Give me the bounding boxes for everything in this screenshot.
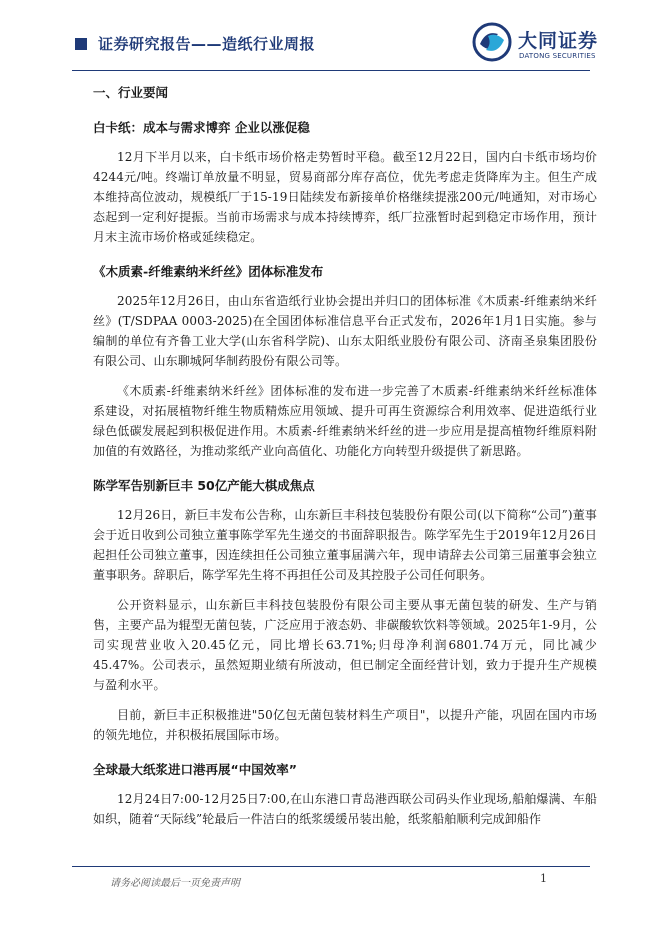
paragraph: 公开资料显示，山东新巨丰科技包装股份有限公司主要从事无菌包装的研发、生产与销售，主要产品为辊型无菌包装，广泛应用于液态奶、非碳酸软饮料等领域。2025年1-9月，公司实现营业收入20.45亿元，同比增长63.71%;归母净利润6801.74万元，同比减少45.47%。公司表示，虽然短期业绩有所波动，但已制定全面经营计划，致力于提升生产规模与盈利水平。 <box>93 598 597 692</box>
paragraph: 12月26日，新巨丰发布公告称，山东新巨丰科技包装股份有限公司(以下简称“公司”)董事会于近日收到公司独立董事陈学军先生递交的书面辞职报告。陈学军先生于2019年12月26日起担任公司独立董事，因连续担任公司独立董事届满六年，现申请辞去公司第三届董事会独立董事职务。辞职后，陈学军先生将不再担任公司及其控股子公司任何职务。 <box>93 508 597 582</box>
header-divider <box>72 70 590 71</box>
company-logo <box>472 22 622 66</box>
footer-divider <box>72 866 590 867</box>
logo-english-name: DATONG SECURITIES <box>519 52 596 60</box>
datong-logo-icon <box>472 22 512 62</box>
header-square-icon <box>75 38 87 50</box>
page-header <box>0 0 662 72</box>
logo-chinese-name: 大同证券 <box>518 30 599 52</box>
report-title: 证券研究报告——造纸行业周报 <box>98 35 316 53</box>
paragraph: 2025年12月26日，由山东省造纸行业协会提出并归口的团体标准《木质素-纤维素纳米纤丝》(T/SDPAA 0003-2025)在全国团体标准信息平台正式发布，2026年1月1日实施。参与编制的单位有齐鲁工业大学(山东省科学院)、山东太阳纸业股份有限公司、济南圣泉集团股份有限公司、山东聊城阿华制药股份有限公司等。 <box>93 294 597 368</box>
news-title: 《木质素-纤维素纳米纤丝》团体标准发布 <box>93 264 324 279</box>
news-title: 陈学军告别新巨丰 50亿产能大棋成焦点 <box>93 478 315 493</box>
paragraph: 《木质素-纤维素纳米纤丝》团体标准的发布进一步完善了木质素-纤维素纳米纤丝标准体系建设，对拓展植物纤维生物质精炼应用领域、提升可再生资源综合利用效率、促进造纸行业绿色低碳发展起到积极促进作用。木质素-纤维素纳米纤丝的进一步应用是提高植物纤维原料附加值的有效路径，为推动浆纸产业向高值化、功能化方向转型升级提供了新思路。 <box>93 384 597 458</box>
report-body <box>93 84 597 839</box>
disclaimer-note: 请务必阅读最后一页免责声明 <box>110 878 240 889</box>
paragraph: 12月下半月以来，白卡纸市场价格走势暂时平稳。截至12月22日，国内白卡纸市场均价4244元/吨。终端订单放量不明显，贸易商部分库存高位，优先考虑走货降库为主。但生产成本维持高位波动，规模纸厂于15-19日陆续发布新接单价格继续提涨200元/吨通知，对市场心态起到一定利好提振。当前市场需求与成本持续博弈，纸厂拉涨暂时起到稳定市场作用，预计月末主流市场价格或延续稳定。 <box>93 150 597 244</box>
page-number: 1 <box>540 872 547 885</box>
paragraph: 12月24日7:00-12月25日7:00,在山东港口青岛港西联公司码头作业现场,船舶爆满、车船如织，随着“天际线”轮最后一件洁白的纸浆缓缓吊装出舱，纸浆船舶顺利完成卸船作 <box>93 792 597 826</box>
news-title: 全球最大纸浆进口港再展“中国效率” <box>93 762 297 777</box>
news-title: 白卡纸：成本与需求博弈 企业以涨促稳 <box>93 120 310 135</box>
paragraph: 目前，新巨丰正积极推进"50亿包无菌包装材料生产项目"，以提升产能，巩固在国内市场的领先地位，并积极拓展国际市场。 <box>93 708 597 742</box>
section-title: 一、行业要闻 <box>93 85 169 100</box>
